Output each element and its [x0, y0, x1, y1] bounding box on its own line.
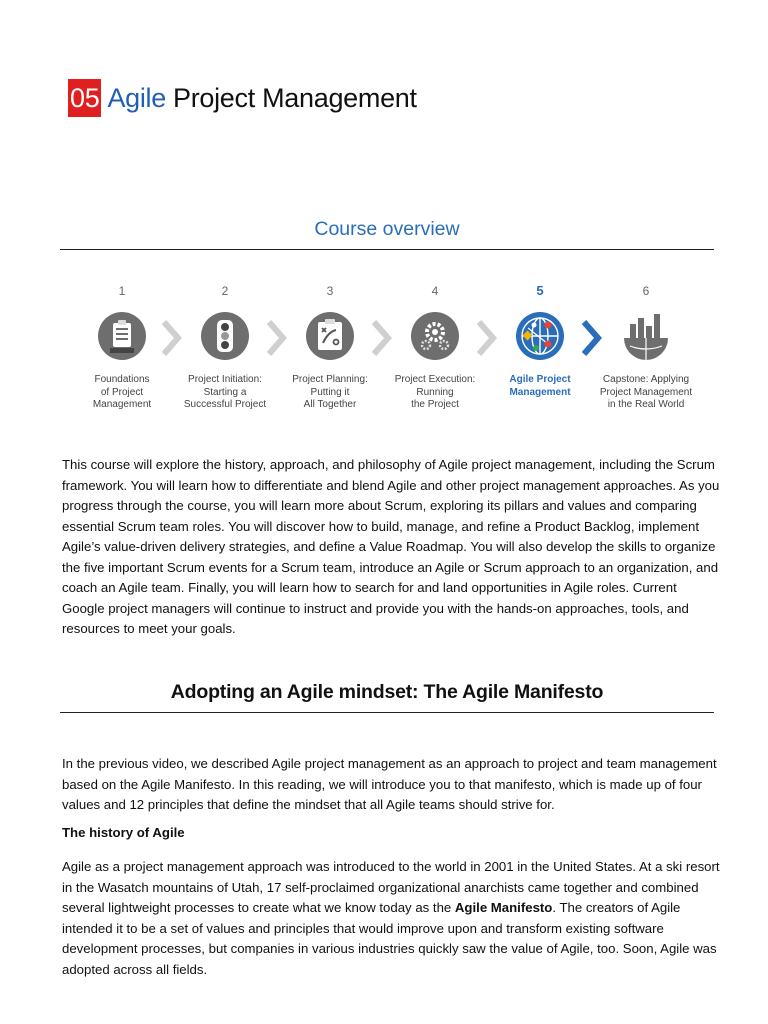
- step-label: Capstone: Applying Project Management in the Real World: [599, 374, 693, 410]
- title-agile-word: Agile: [107, 82, 166, 113]
- step-label: Project Execution: Running the Project: [394, 374, 476, 410]
- step-number: 5: [536, 283, 544, 298]
- page-title: [68, 78, 417, 118]
- course-step-3: [280, 282, 380, 412]
- step-label: Foundations of Project Management: [92, 374, 152, 410]
- network-globe-icon: [514, 310, 566, 362]
- course-step-6: [596, 282, 696, 412]
- course-overview-heading: Course overview: [314, 218, 460, 240]
- clipboard-icon: [96, 310, 148, 362]
- step-number: 6: [642, 284, 650, 298]
- traffic-light-icon: [199, 310, 251, 362]
- manifesto-intro: In the previous video, we described Agile project management as an approach to project and team management based on the Agile Manifesto. In this reading, we will introduce you to that manifesto, which is made up of four values and 12 principles that define the mindset that all Agile teams should strive for.: [62, 756, 717, 812]
- history-heading: The history of Agile: [62, 825, 185, 840]
- step-number: 2: [221, 284, 229, 298]
- course-step-1: [72, 282, 172, 412]
- history-text-end: . The creators of Agile intended it to be a set of values and principles that would improve upon and transform existing software development processes, but companies in various industries quickly saw the value of Agile, too. Soon, Agile was adopted across all fields.: [62, 900, 717, 977]
- history-paragraph: [62, 857, 722, 980]
- step-label: Agile Project Management: [509, 374, 571, 398]
- gears-icon: [409, 310, 461, 362]
- step-label: Project Planning: Putting it All Together: [292, 374, 368, 410]
- title-rest: Project Management: [172, 82, 417, 113]
- step-label: Project Initiation: Starting a Successful Project: [183, 374, 267, 410]
- step-number: 1: [118, 284, 126, 298]
- history-text-start: Agile as a project management approach was introduced to the world in 2001 in the United States. At a ski resort in the Wasatch mountains of Utah, 17 self-proclaimed organizational anarchists came together and combined several lightweight processes to create what we know today as the: [62, 859, 720, 915]
- bar-chart-globe-icon: [620, 310, 672, 362]
- course-number-badge: 05: [68, 79, 101, 117]
- step-number: 3: [326, 284, 334, 298]
- step-number: 4: [431, 284, 439, 298]
- divider: [60, 249, 714, 250]
- divider: [60, 712, 714, 713]
- agile-manifesto-term: Agile Manifesto: [454, 900, 553, 915]
- course-step-4: [385, 282, 485, 412]
- manifesto-heading: Adopting an Agile mindset: The Agile Manifesto: [170, 681, 604, 703]
- course-step-2: [175, 282, 275, 412]
- course-steps: [72, 282, 712, 422]
- course-step-5: [490, 282, 590, 399]
- strategy-board-icon: [304, 310, 356, 362]
- course-description: This course will explore the history, approach, and philosophy of Agile project management, including the Scrum framework. You will learn how to differentiate and blend Agile and other project management approaches. As you progress through the course, you will learn more about Scrum, exploring its pillars and values and comparing essential Scrum team roles. You will discover how to build, manage, and refine a Product Backlog, implement Agile’s value-driven delivery strategies, and define a Value Roadmap. You will also develop the skills to organize the five important Scrum events for a Scrum team, introduce an Agile or Scrum approach to an organization, and coach an Agile team. Finally, you will learn how to search for and land opportunities in Agile roles. Current Google project managers will continue to instruct and provide you with the hands-on approaches, tools, and resources to meet your goals.: [62, 457, 720, 636]
